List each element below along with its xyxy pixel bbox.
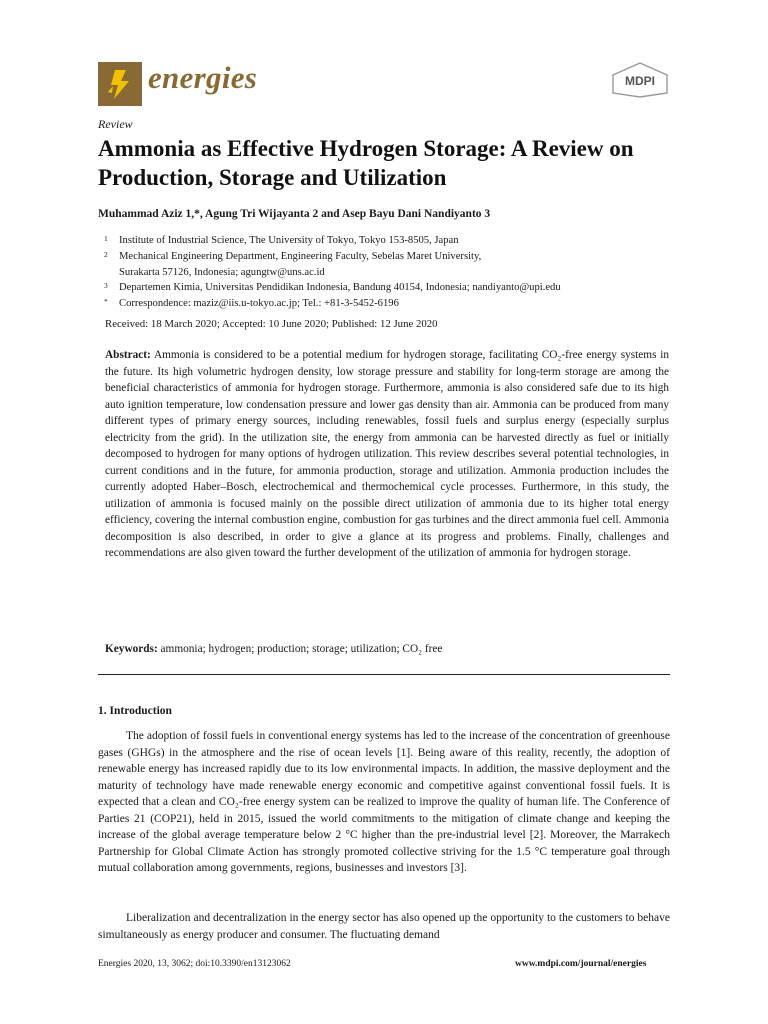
- intro-paragraph-1: The adoption of fossil fuels in conventional energy systems has led to the increase of the concentration of greenhouse gases (GHGs) in the atmosphere and the rise of ocean levels [1]. Being aware of this reality, recently, the adoption of renewable energy has increased rapidly due to its low environmental impacts. In addition, the massive deployment and the maturity of technology have made renewable energy economic and competitive against conventional fossil fuels. It is expected that a clean and CO₂-free energy system can be realized to improve the quality of human life. The Conference of Parties 21 (COP21), held in 2015, issued the world commitments to the mitigation of climate change and keeping the increase of the global average temperature below 2 °C higher than the pre-industrial level [2]. Moreover, the Marrakech Partnership for Global Climate Action has strongly promoted collective striving for the 1.5 °C temperature goal through mutual collaboration among governments, regions, businesses and investors [3].: [98, 730, 670, 874]
- section-heading: 1. Introduction: [98, 705, 172, 717]
- publisher-logo: [611, 62, 669, 98]
- publication-dates: Received: 18 March 2020; Accepted: 10 June 2020; Published: 12 June 2020: [105, 318, 438, 330]
- affiliation-mark: *: [104, 297, 108, 306]
- affiliation-text: Surakarta 57126, Indonesia; agungtw@uns.ac.id: [119, 266, 325, 278]
- affiliation-mark: 3: [104, 281, 108, 290]
- keywords-label: Keywords:: [105, 643, 158, 655]
- abstract-label: Abstract:: [105, 349, 151, 361]
- affiliation-text: Mechanical Engineering Department, Engineering Faculty, Sebelas Maret University,: [119, 251, 482, 262]
- article-title: Ammonia as Effective Hydrogen Storage: A Review on Production, Storage and Utilization: [98, 136, 634, 190]
- author-list: Muhammad Aziz 1,*, Agung Tri Wijayanta 2 and Asep Bayu Dani Nandiyanto 3: [98, 208, 491, 220]
- affiliation-mark: 2: [104, 250, 108, 259]
- journal-name: energies: [148, 60, 258, 95]
- keywords-text: ammonia; hydrogen; production; storage; utilization; CO₂ free: [160, 643, 443, 655]
- lightning-bolt-icon: [98, 62, 142, 106]
- section-divider: [98, 674, 670, 675]
- abstract-text: Ammonia is considered to be a potential medium for hydrogen storage, facilitating CO₂-free energy systems in the future. Its high volumetric hydrogen density, low storage pressure and stability for long-term storage are among the beneficial characteristics of ammonia for hydrogen storage. Furthermore, ammonia is also considered safe due to its high auto ignition temperature, low condensation pressure and lower gas density than air. Ammonia can be produced from many different types of primary energy sources, including renewables, fossil fuels and surplus energy (especially surplus electricity from the grid). In the utilization site, the energy from ammonia can be harvested directly as fuel or initially decomposed to hydrogen for many options of hydrogen utilization. This review describes several potential technologies, in current conditions and in the future, for ammonia production, storage and utilization. Ammonia production includes the currently adopted Haber–Bosch, electrochemical and thermochemical cycle processes. Furthermore, in this study, the utilization of ammonia is focused mainly on the possible direct utilization of ammonia due to its higher total energy efficiency, covering the internal combustion engine, combustion for gas turbines and the direct ammonia fuel cell. Ammonia decomposition is also described, in order to give a glance at its progress and problems. Finally, challenges and recommendations are also given toward the further development of the utilization of ammonia for hydrogen storage.: [105, 349, 669, 559]
- article-type: Review: [98, 117, 133, 131]
- publisher-name: MDPI: [625, 74, 655, 88]
- correspondence-text: Correspondence: maziz@iis.u-tokyo.ac.jp; Tel.: +81-3-5452-6196: [119, 298, 399, 309]
- intro-paragraph-2: Liberalization and decentralization in the energy sector has also opened up the opportunity to the customers to behave simultaneously as energy producer and consumer. The fluctuating demand: [98, 912, 670, 941]
- affiliation-mark: 1: [104, 234, 108, 243]
- abstract: [105, 347, 669, 562]
- affiliation-text: Departemen Kimia, Universitas Pendidikan Indonesia, Bandung 40154, Indonesia; nandiyanto@upi.edu: [119, 282, 561, 293]
- affiliation-text: Institute of Industrial Science, The University of Tokyo, Tokyo 153-8505, Japan: [119, 235, 459, 246]
- footer-citation: Energies 2020, 13, 3062; doi:10.3390/en13123062: [98, 959, 291, 969]
- journal-logo: [98, 62, 142, 106]
- footer-url: www.mdpi.com/journal/energies: [515, 959, 647, 969]
- keywords: [105, 641, 669, 658]
